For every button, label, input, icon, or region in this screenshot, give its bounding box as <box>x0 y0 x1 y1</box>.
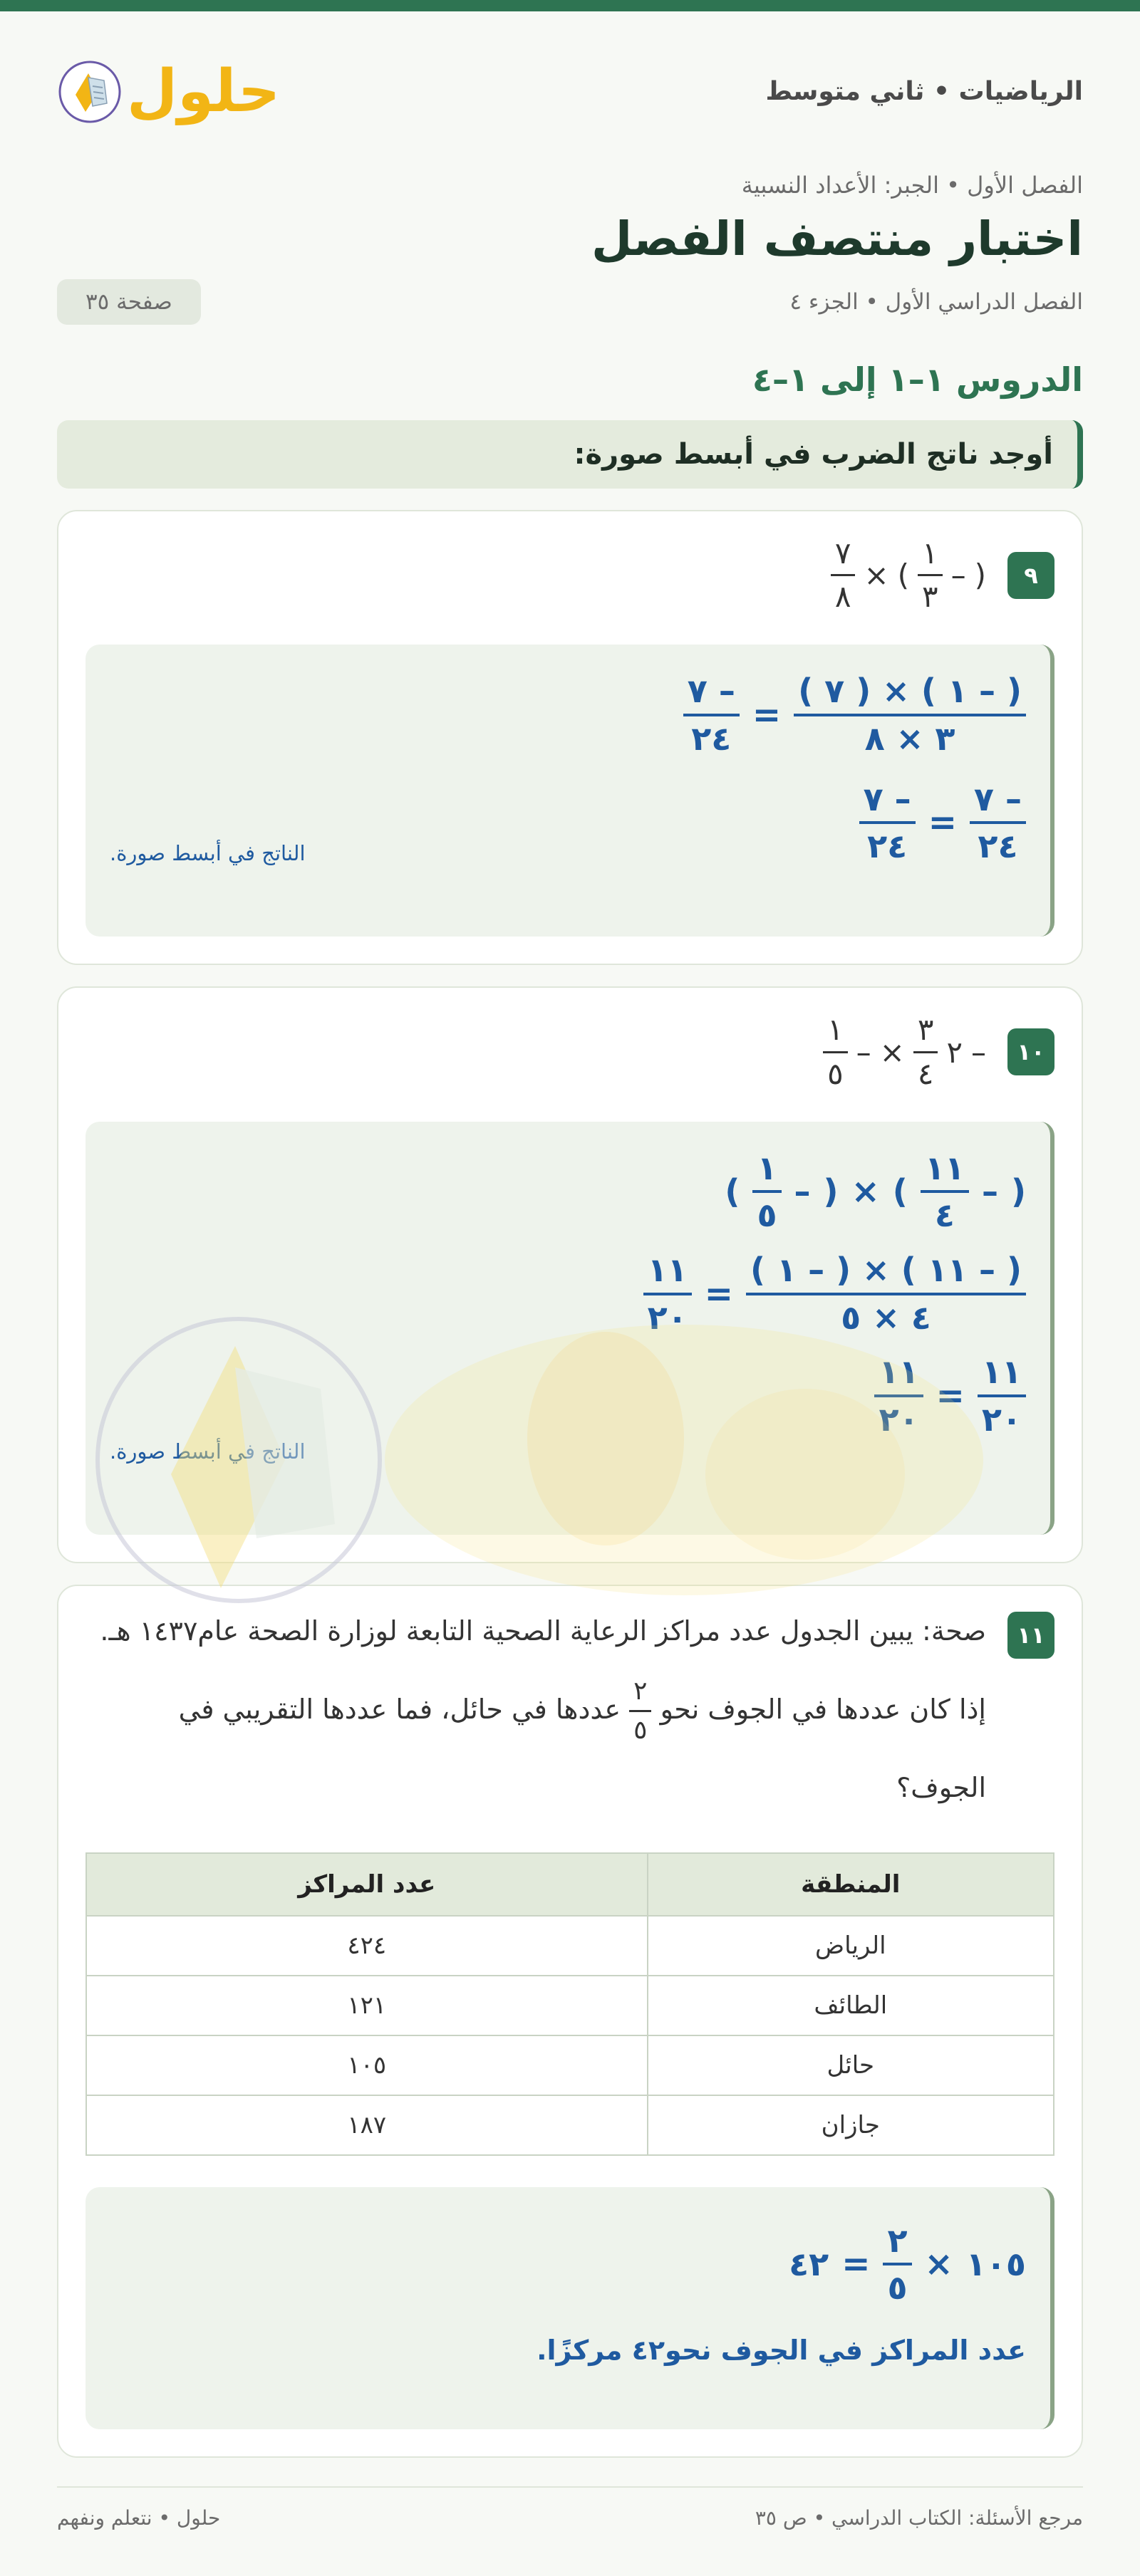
numerator: ٣ <box>913 1013 938 1053</box>
question-row <box>86 537 1054 613</box>
paren-open: ( <box>1010 1172 1026 1211</box>
footer-reference: مرجع الأسئلة: الكتاب الدراسي • ص ٣٥ <box>755 2505 1083 2530</box>
denominator: ٢٠ <box>879 1399 919 1439</box>
solution-box <box>86 2187 1054 2429</box>
denominator: ٢٤ <box>867 827 908 866</box>
fraction <box>643 1252 692 1335</box>
minus-sign: – <box>971 1034 986 1070</box>
denominator: ٢٤ <box>691 719 732 758</box>
denominator: ٤ <box>934 1196 955 1235</box>
solution-note: الناتج في أبسط صورة. <box>110 841 306 866</box>
fraction <box>752 1150 781 1234</box>
times-sign: × <box>879 1034 905 1070</box>
column-header-count: عدد المراكز <box>86 1853 648 1916</box>
numerator: ١ <box>918 537 943 576</box>
times-sign: × <box>864 558 889 593</box>
solution-box <box>86 645 1054 937</box>
numerator: ٢ <box>629 1677 651 1712</box>
page-number-badge: صفحة ٣٥ <box>57 279 201 325</box>
fraction <box>883 2223 911 2306</box>
denominator: ٣ × ٨ <box>864 719 955 758</box>
denominator: ٥ <box>633 1715 648 1745</box>
fraction <box>629 1677 651 1744</box>
fraction <box>913 1013 938 1090</box>
lessons-heading: الدروس ١–١ إلى ١–٤ <box>752 360 1083 399</box>
semester-label: الفصل الدراسي الأول • الجزء ٤ <box>789 289 1083 315</box>
question-card-11 <box>57 1585 1083 2458</box>
numerator: ٧ <box>831 537 856 576</box>
question-text-part2: عددها في حائل، فما عددها التقريبي في الجوف؟ <box>178 1693 986 1803</box>
multiplicand: ١٠٥ <box>965 2245 1026 2284</box>
numerator: ( – ١ ) × ( ٧ ) <box>794 673 1026 716</box>
paren-close: ) <box>892 1172 908 1211</box>
paren-open: ( <box>974 558 986 593</box>
question-text <box>86 1592 986 1827</box>
equals-sign: = <box>704 1273 733 1314</box>
question-number-badge: ١٠ <box>1007 1028 1054 1075</box>
denominator: ٤ × ٥ <box>841 1298 931 1337</box>
denominator: ٢٠ <box>981 1399 1022 1439</box>
table-row <box>86 2035 1054 2095</box>
minus-sign: – <box>950 558 966 593</box>
numerator: ١١ <box>978 1354 1026 1397</box>
minus-sign: – <box>981 1172 998 1211</box>
equals-sign: = <box>936 1375 965 1416</box>
book-logo-icon <box>57 59 123 125</box>
question-text-part1: صحة: يبين الجدول عدد مراكز الرعاية الصحية التابعة لوزارة الصحة عام١٤٣٧ هـ. إذا كان عددها في الجوف نحو <box>100 1615 986 1725</box>
solution-steps <box>110 673 1026 864</box>
page-header <box>57 11 1083 172</box>
region-cell: حائل <box>648 2035 1054 2095</box>
question-row <box>86 1612 1054 1827</box>
paren-close: ) <box>897 558 910 593</box>
meta-row <box>57 279 1083 325</box>
denominator: ٥ <box>827 1055 844 1091</box>
fraction <box>746 1252 1026 1335</box>
question-expression <box>823 1013 986 1090</box>
final-answer: عدد المراكز في الجوف نحو٤٢ مركزًا. <box>537 2334 1026 2366</box>
fraction <box>794 673 1026 756</box>
table-row <box>86 2095 1054 2155</box>
count-cell: ١٢١ <box>86 1976 648 2035</box>
fraction <box>683 673 740 756</box>
fraction <box>874 1354 923 1437</box>
question-expression <box>831 537 986 613</box>
paren-open: ( <box>823 1172 839 1211</box>
hulul-logo[interactable] <box>57 59 280 125</box>
page-title: اختبار منتصف الفصل <box>591 212 1083 266</box>
times-sign: × <box>924 2244 953 2285</box>
region-cell: جازان <box>648 2095 1054 2155</box>
fraction <box>831 537 856 613</box>
denominator: ٢٤ <box>978 827 1018 866</box>
solution-step <box>725 1150 1026 1234</box>
numerator: ١ <box>823 1013 848 1053</box>
numerator: ١ <box>752 1150 781 1194</box>
numerator: ١١ <box>874 1354 923 1397</box>
footer-brand: حلول • نتعلم ونفهم <box>57 2505 221 2530</box>
fraction <box>918 537 943 613</box>
table-row <box>86 1916 1054 1976</box>
times-sign: × <box>851 1172 880 1212</box>
equals-sign: = <box>841 2244 871 2285</box>
numerator: ١١ <box>643 1252 692 1295</box>
question-card-10 <box>57 986 1083 1563</box>
fraction <box>970 781 1026 865</box>
solution-note: الناتج في أبسط صورة. <box>110 1439 306 1464</box>
numerator: ( – ١١ ) × ( – ١ ) <box>746 1252 1026 1295</box>
solution-step <box>874 1354 1026 1437</box>
solution-box <box>86 1122 1054 1535</box>
minus-sign: – <box>856 1034 871 1070</box>
denominator: ٥ <box>887 2268 908 2308</box>
denominator: ٣ <box>922 579 938 615</box>
top-accent-bar <box>0 0 1140 11</box>
instruction-banner: أوجد ناتج الضرب في أبسط صورة: <box>57 420 1083 489</box>
minus-sign: – <box>794 1172 811 1211</box>
question-number-badge: ١١ <box>1007 1612 1054 1659</box>
numerator: ٢ <box>883 2223 911 2266</box>
table-header-row <box>86 1853 1054 1916</box>
region-cell: الطائف <box>648 1976 1054 2035</box>
column-header-region: المنطقة <box>648 1853 1054 1916</box>
denominator: ٢٠ <box>647 1298 688 1337</box>
fraction <box>978 1354 1026 1437</box>
logo-wordmark: حلول <box>127 57 281 125</box>
fraction <box>859 781 916 865</box>
numerator: – ٧ <box>859 781 916 825</box>
equals-sign: = <box>928 803 957 843</box>
fraction <box>823 1013 848 1090</box>
numerator: ١١ <box>921 1150 969 1194</box>
question-card-9 <box>57 510 1083 965</box>
count-cell: ١٠٥ <box>86 2035 648 2095</box>
denominator: ٤ <box>917 1055 934 1091</box>
subject-label: الرياضيات • ثاني متوسط <box>765 77 1083 106</box>
paren-close: ) <box>725 1172 740 1211</box>
denominator: ٥ <box>757 1196 777 1235</box>
count-cell: ١٨٧ <box>86 2095 648 2155</box>
question-number-badge: ٩ <box>1007 552 1054 599</box>
page-content <box>0 11 1140 2530</box>
solution-step <box>859 781 1026 865</box>
result-value: ٤٢ <box>789 2245 829 2284</box>
page-footer <box>57 2486 1083 2530</box>
solution-step <box>683 673 1026 756</box>
question-row <box>86 1013 1054 1090</box>
equals-sign: = <box>752 694 782 735</box>
solution-steps <box>110 1150 1026 1438</box>
whole-number: ٢ <box>946 1034 963 1070</box>
solution-step <box>643 1252 1026 1335</box>
region-cell: الرياض <box>648 1916 1054 1976</box>
solution-step <box>110 2223 1026 2306</box>
numerator: – ٧ <box>683 673 740 716</box>
fraction <box>921 1150 969 1234</box>
health-centers-table <box>86 1852 1054 2156</box>
breadcrumb: الفصل الأول • الجبر: الأعداد النسبية <box>741 172 1083 199</box>
denominator: ٨ <box>834 579 851 615</box>
count-cell: ٤٢٤ <box>86 1916 648 1976</box>
numerator: – ٧ <box>970 781 1026 825</box>
table-row <box>86 1976 1054 2035</box>
